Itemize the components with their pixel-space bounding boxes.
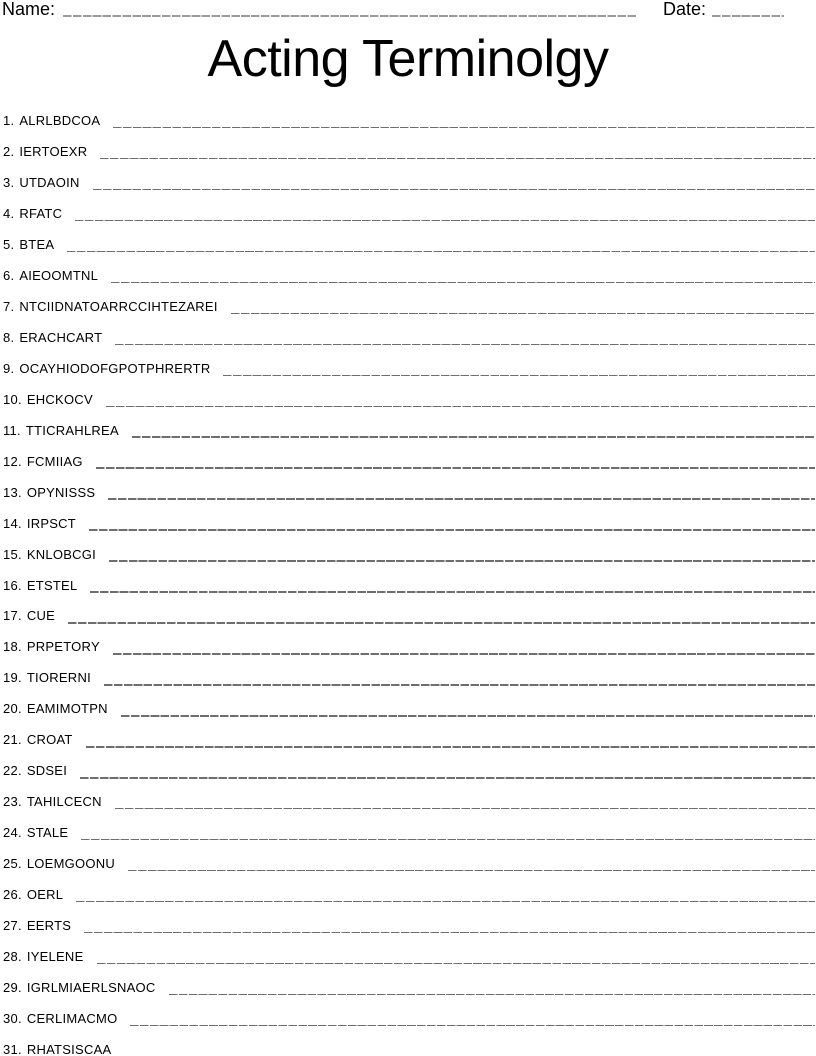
- item-number: 11.: [3, 422, 21, 438]
- item-number: 3.: [3, 174, 15, 190]
- scramble-item: [3, 570, 815, 601]
- answer-blank-line: [68, 622, 815, 623]
- scrambled-word: EHCKOCV: [26, 391, 93, 407]
- scrambled-word: IRPSCT: [26, 515, 76, 531]
- scramble-item: [3, 786, 815, 817]
- item-number: 18.: [3, 639, 22, 655]
- answer-blank-line: [106, 406, 815, 407]
- item-number: 22.: [3, 763, 22, 779]
- answer-blank-line: [115, 344, 815, 345]
- scramble-item: [3, 601, 815, 632]
- answer-blank-line: [86, 746, 815, 747]
- scrambled-word: LOEMGOONU: [26, 856, 116, 872]
- scramble-item: [3, 972, 815, 1003]
- scrambled-word: AIEOOMTNL: [19, 267, 99, 283]
- scrambled-word: PRPETORY: [26, 639, 100, 655]
- item-number: 6.: [3, 267, 15, 283]
- answer-blank-line: [81, 839, 815, 840]
- date-blank-line: [712, 15, 784, 16]
- scramble-item: [3, 508, 815, 539]
- answer-blank-line: [84, 932, 815, 933]
- scramble-item: [3, 724, 815, 755]
- item-number: 14.: [3, 515, 22, 531]
- item-number: 7.: [3, 298, 15, 314]
- item-number: 20.: [3, 701, 22, 717]
- answer-blank-line: [111, 282, 815, 283]
- answer-blank-line: [67, 251, 815, 252]
- scrambled-word: ALRLBDCOA: [19, 112, 101, 128]
- answer-blank-line: [223, 375, 815, 376]
- item-number: 30.: [3, 1011, 22, 1027]
- answer-blank-line: [113, 127, 815, 128]
- item-number: 31.: [3, 1042, 22, 1056]
- scramble-item: [3, 1034, 815, 1056]
- scramble-item: [3, 353, 815, 384]
- item-number: 15.: [3, 546, 22, 562]
- scrambled-word: OPYNISSS: [26, 484, 96, 500]
- scrambled-word: KNLOBCGI: [26, 546, 97, 562]
- answer-blank-line: [97, 963, 816, 964]
- answer-blank-line: [108, 498, 815, 499]
- answer-blank-line: [130, 1025, 815, 1026]
- scramble-item: [3, 848, 815, 879]
- scramble-item: [3, 910, 815, 941]
- scramble-item: [3, 198, 815, 229]
- scrambled-word: IERTOEXR: [19, 143, 88, 159]
- scramble-item: [3, 322, 815, 353]
- item-number: 26.: [3, 887, 22, 903]
- scrambled-word: TAHILCECN: [26, 794, 102, 810]
- answer-blank-line: [96, 467, 815, 468]
- scrambled-word: EAMIMOTPN: [26, 701, 108, 717]
- answer-blank-line: [132, 436, 815, 437]
- date-label: Date:: [662, 0, 706, 19]
- scrambled-word: RHATSISCAA: [26, 1042, 112, 1056]
- scramble-item: [3, 105, 815, 136]
- answer-blank-line: [89, 529, 815, 530]
- scrambled-word: RFATC: [19, 205, 63, 221]
- item-number: 5.: [3, 236, 15, 252]
- item-number: 9.: [3, 360, 15, 376]
- answer-blank-line: [231, 313, 815, 314]
- answer-blank-line: [80, 777, 815, 778]
- answer-blank-line: [76, 901, 815, 902]
- item-number: 2.: [3, 143, 15, 159]
- scrambled-word: FCMIIAG: [26, 453, 83, 469]
- scramble-item: [3, 384, 815, 415]
- item-number: 8.: [3, 329, 15, 345]
- scrambled-word: CERLIMACMO: [26, 1011, 118, 1027]
- scrambled-word: IGRLMIAERLSNAOC: [26, 980, 156, 996]
- scrambled-word: NTCIIDNATOARRCCIHTEZAREI: [19, 298, 218, 314]
- scrambled-word: OCAYHIODOFGPOTPHRERTR: [19, 360, 211, 376]
- answer-blank-line: [100, 158, 815, 159]
- scrambled-word: ETSTEL: [26, 577, 78, 593]
- item-number: 24.: [3, 825, 22, 841]
- item-number: 4.: [3, 205, 15, 221]
- item-number: 10.: [3, 391, 22, 407]
- scramble-item: [3, 1003, 815, 1034]
- scramble-item: [3, 167, 815, 198]
- scramble-item: [3, 879, 815, 910]
- answer-blank-line: [104, 684, 815, 685]
- scrambled-word: BTEA: [19, 236, 55, 252]
- scrambled-word: EERTS: [26, 918, 72, 934]
- scramble-item: [3, 941, 815, 972]
- item-number: 16.: [3, 577, 22, 593]
- scramble-item: [3, 477, 815, 508]
- item-number: 21.: [3, 732, 22, 748]
- answer-blank-line: [121, 715, 815, 716]
- scramble-item: [3, 817, 815, 848]
- answer-blank-line: [93, 189, 815, 190]
- scramble-item: [3, 229, 815, 260]
- answer-blank-line: [75, 220, 815, 221]
- scrambled-word: STALE: [26, 825, 69, 841]
- scramble-item: [3, 291, 815, 322]
- scrambled-word: OERL: [26, 887, 64, 903]
- scramble-item: [3, 693, 815, 724]
- scrambled-word: SDSEI: [26, 763, 68, 779]
- name-date-header: [2, 0, 784, 18]
- scrambled-word: CROAT: [26, 732, 73, 748]
- item-number: 27.: [3, 918, 22, 934]
- item-number: 17.: [3, 608, 22, 624]
- scramble-item: [3, 415, 815, 446]
- scramble-item: [3, 136, 815, 167]
- scrambled-word: TIORERNI: [26, 670, 91, 686]
- item-number: 23.: [3, 794, 22, 810]
- scrambled-word: ERACHCART: [19, 329, 103, 345]
- name-blank-line: [63, 15, 637, 16]
- scramble-item: [3, 755, 815, 786]
- scramble-item: [3, 662, 815, 693]
- scrambled-word: IYELENE: [26, 949, 84, 965]
- scrambled-word: TTICRAHLREA: [25, 422, 119, 438]
- item-number: 29.: [3, 980, 22, 996]
- answer-blank-line: [169, 994, 815, 995]
- answer-blank-line: [109, 560, 815, 561]
- scrambled-word: UTDAOIN: [19, 174, 80, 190]
- scramble-item: [3, 631, 815, 662]
- item-number: 1.: [3, 112, 15, 128]
- item-number: 13.: [3, 484, 22, 500]
- scramble-item: [3, 446, 815, 477]
- scrambled-word: CUE: [26, 608, 56, 624]
- answer-blank-line: [128, 870, 815, 871]
- item-number: 28.: [3, 949, 22, 965]
- item-number: 12.: [3, 453, 22, 469]
- scramble-list: [3, 105, 815, 1056]
- answer-blank-line: [90, 591, 815, 592]
- worksheet-title: Acting Terminolgy: [207, 30, 609, 88]
- name-label: Name:: [2, 0, 56, 19]
- item-number: 19.: [3, 670, 22, 686]
- item-number: 25.: [3, 856, 22, 872]
- answer-blank-line: [115, 808, 815, 809]
- scramble-item: [3, 539, 815, 570]
- scramble-item: [3, 260, 815, 291]
- answer-blank-line: [113, 653, 815, 654]
